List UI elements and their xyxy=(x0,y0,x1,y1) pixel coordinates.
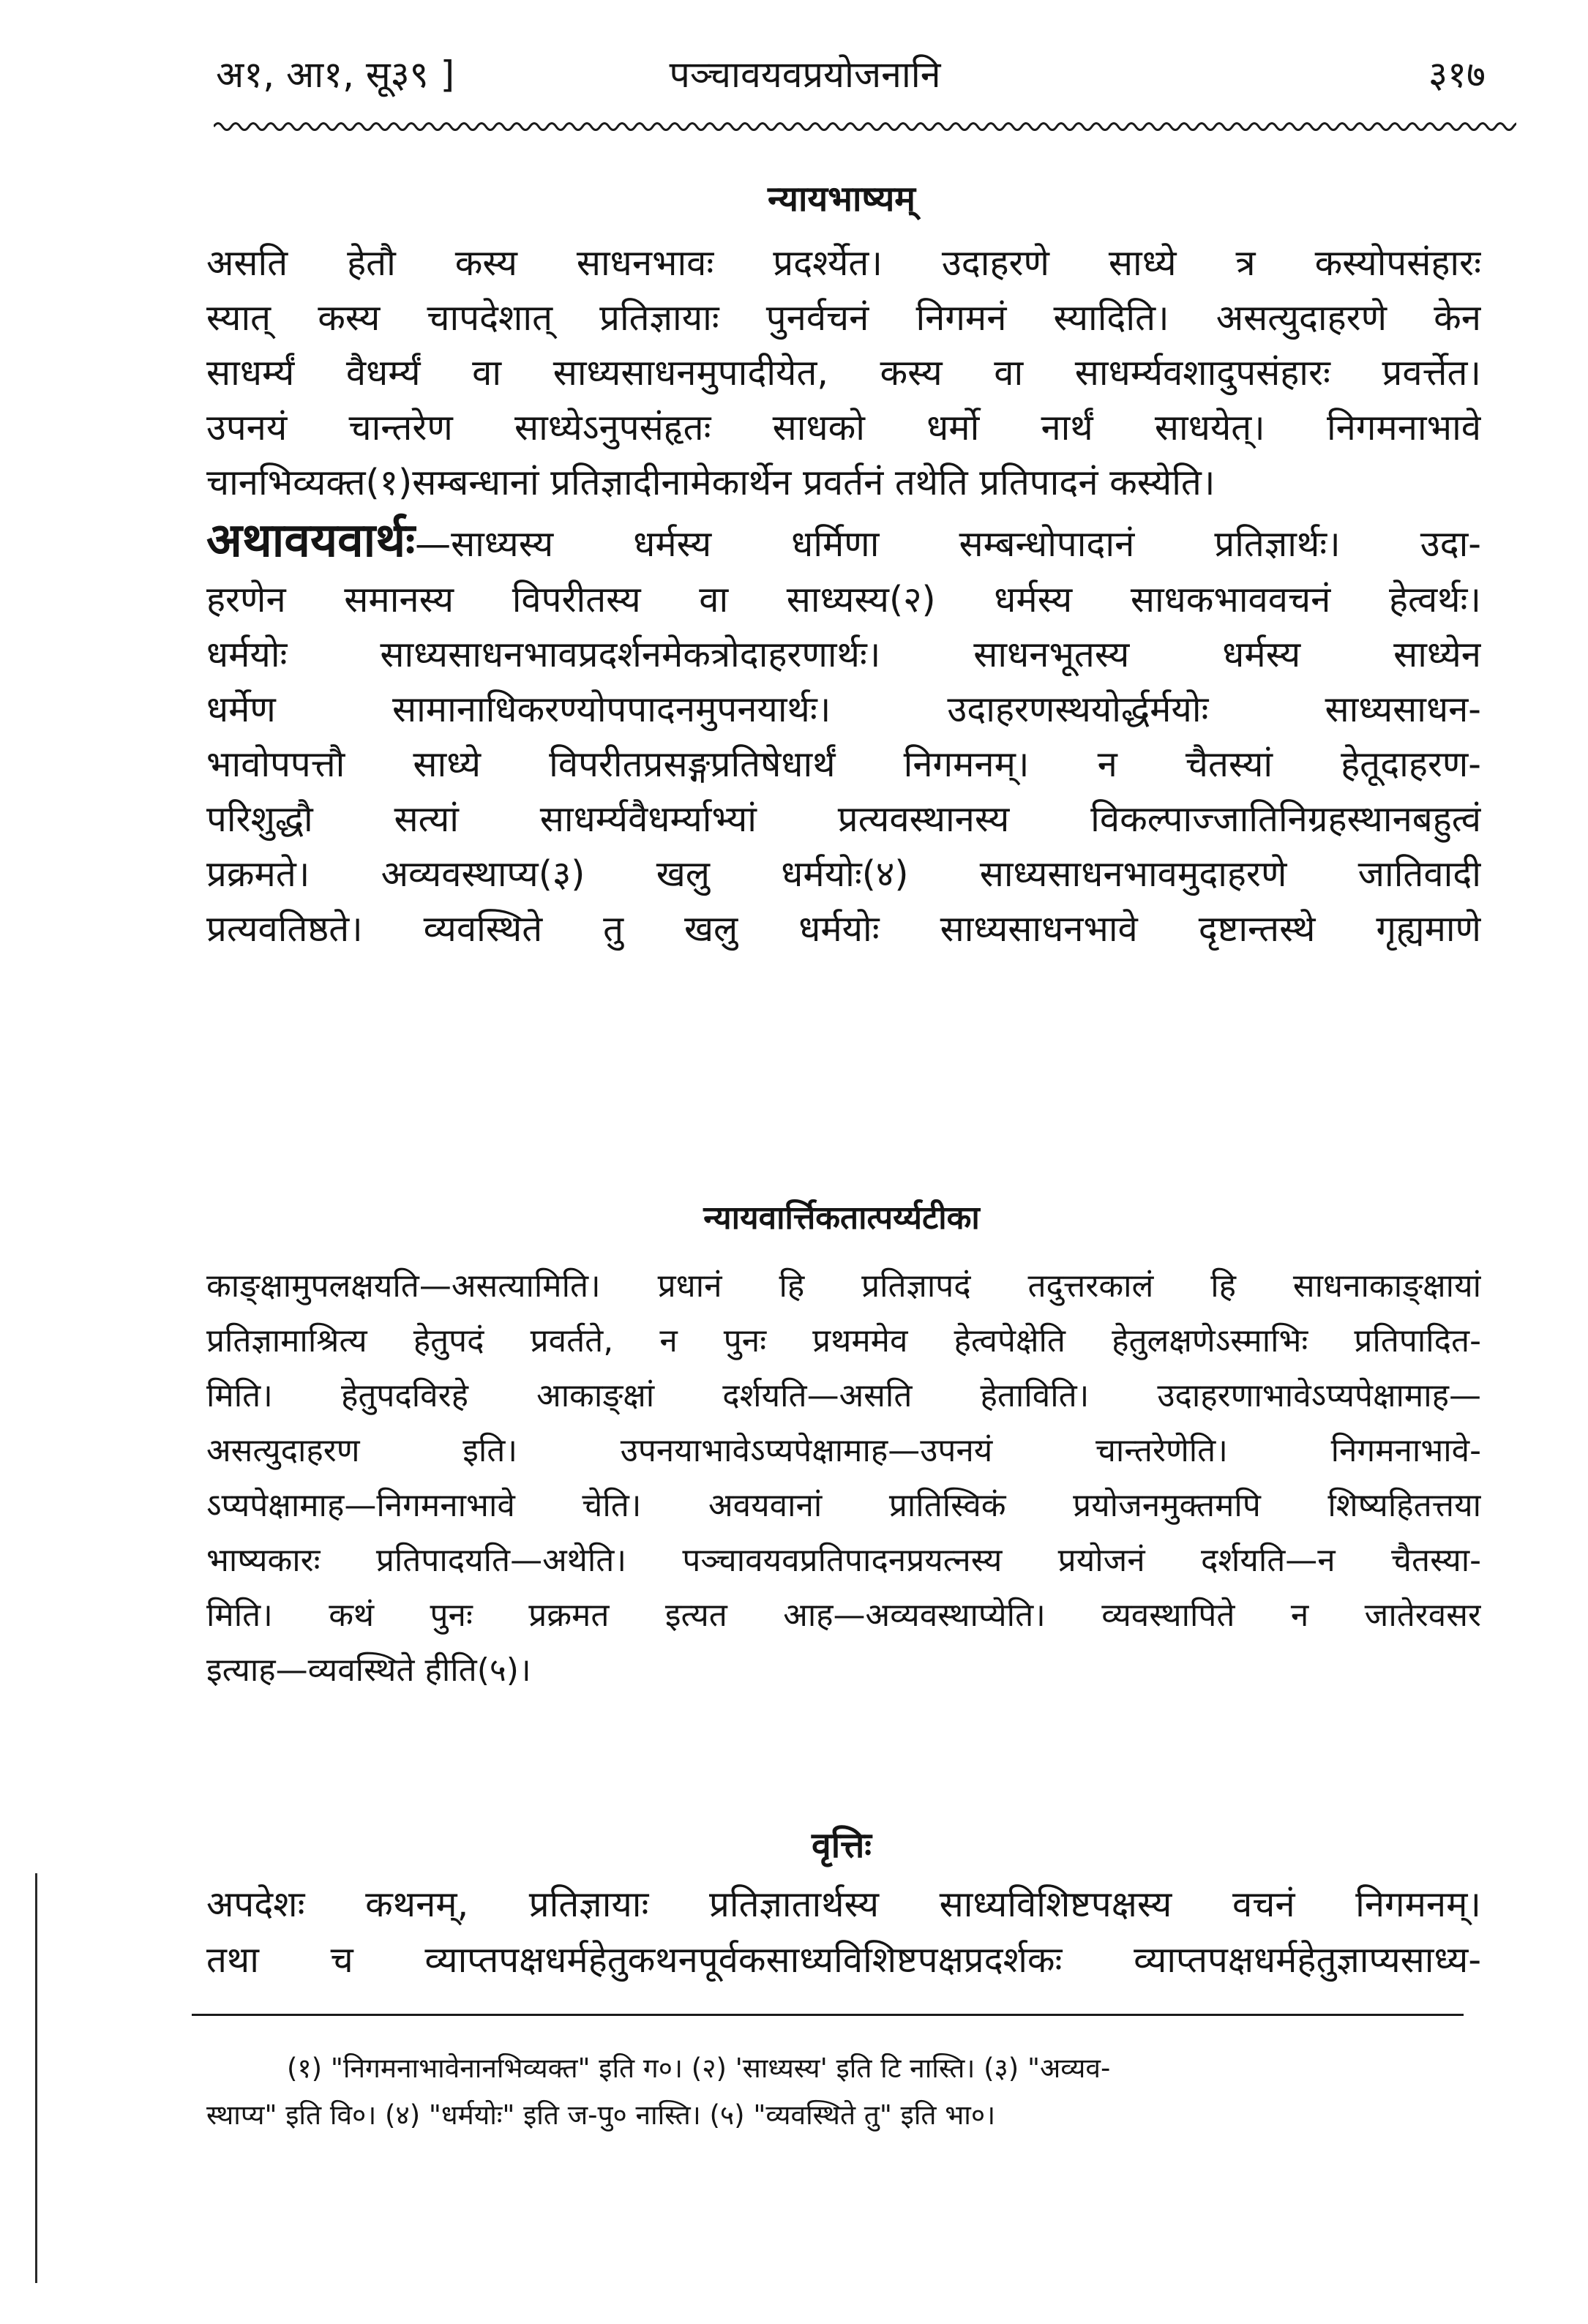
tika-line: मिति। हेतुपदविरहे आकाङ्क्षां दर्शयति—असति हेताविति। उदाहरणाभावेऽप्यपेक्षामाह— xyxy=(206,1377,1481,1414)
avayava-line: प्रक्रमते। अव्यवस्थाप्य(३) खलु धर्मयोः(४) साध्यसाधनभावमुदाहरणे जातिवादी xyxy=(206,853,1481,895)
running-header-reference: अ१, आ१, सू३९ ] xyxy=(216,53,455,96)
avayava-line: धर्मेण सामानाधिकरण्योपपादनमुपनयार्थः। उदाहरणस्थयोर्द्धर्मयोः साध्यसाधन- xyxy=(206,689,1481,730)
avayava-text: —साध्यस्य धर्मस्य धर्मिणा सम्बन्धोपादानं प्रतिज्ञार्थः। उदा- xyxy=(415,523,1481,565)
avayava-label: अथावयवार्थः xyxy=(206,514,416,568)
tika-line: असत्युदाहरण इति। उपनयाभावेऽप्यपेक्षामाह—उपनयं चान्तरेणेति। निगमनाभावे- xyxy=(206,1432,1481,1469)
binding-margin-line xyxy=(35,1873,37,2283)
tika-line: काङ्क्षामुपलक्षयति—असत्यामिति। प्रधानं हि प्रतिज्ञापदं तदुत्तरकालं हि साधनाकाङ्क्षायां xyxy=(206,1267,1481,1305)
bhashya-line: साधर्म्यं वैधर्म्यं वा साध्यसाधनमुपादीयेत, कस्य वा साधर्म्यवशादुपसंहारः प्रवर्त्तेत। xyxy=(206,352,1481,394)
footnotes xyxy=(206,2045,1480,2139)
bhashya-line: असति हेतौ कस्य साधनभावः प्रदर्श्येत। उदाहरणे साध्ये त्र कस्योपसंहारः xyxy=(206,242,1481,284)
tika-heading: न्यायवार्त्तिकतात्पर्य्यटीका xyxy=(703,1199,980,1237)
avayava-line: धर्मयोः साध्यसाधनभावप्रदर्शनमेकत्रोदाहरणार्थः। साधनभूतस्य धर्मस्य साध्येन xyxy=(206,634,1481,675)
footnote-line: (१) "निगमनाभावेनानभिव्यक्त" इति ग०। (२) 'साध्यस्य' इति टि नास्ति। (३) "अव्यव- xyxy=(287,2053,1111,2084)
tika-line: ऽप्यपेक्षामाह—निगमनाभावे चेति। अवयवानां प्रातिस्विकं प्रयोजनमुक्तमपि शिष्यहितत्तया xyxy=(206,1487,1481,1524)
tika-line: मिति। कथं पुनः प्रक्रमत इत्यत आह—अव्यवस्थाप्येति। व्यवस्थापिते न जातेरवसर xyxy=(206,1597,1481,1634)
tika-line: इत्याह—व्यवस्थिते हीति(५)। xyxy=(206,1652,531,1689)
footnote-rule xyxy=(192,2014,1464,2016)
bhashya-text-block xyxy=(206,236,1481,956)
avayava-line: प्रत्यवतिष्ठते। व्यवस्थिते तु खलु धर्मयोः साध्यसाधनभावे दृष्टान्तस्थे गृह्यमाणे xyxy=(206,908,1481,950)
avayava-line: परिशुद्धौ सत्यां साधर्म्यवैधर्म्याभ्यां प्रत्यवस्थानस्य विकल्पाज्जातिनिग्रहस्थानबहुत्वं xyxy=(206,798,1481,840)
header-wavy-rule xyxy=(214,119,1516,135)
bhashya-line: स्यात् कस्य चापदेशात् प्रतिज्ञायाः पुनर्वचनं निगमनं स्यादिति। असत्युदाहरणे केन xyxy=(206,297,1481,339)
avayava-line xyxy=(206,510,1481,572)
tika-text-block xyxy=(206,1259,1481,1698)
vritti-heading: वृत्तिः xyxy=(812,1825,872,1866)
tika-line: भाष्यकारः प्रतिपादयति—अथेति। पञ्चावयवप्रतिपादनप्रयत्नस्य प्रयोजनं दर्शयति—न चैतस्या- xyxy=(206,1542,1481,1579)
avayava-line: भावोपपत्तौ साध्ये विपरीतप्रसङ्गप्रतिषेधार्थं निगमनम्। न चैतस्यां हेतूदाहरण- xyxy=(206,743,1481,785)
vritti-line: अपदेशः कथनम्, प्रतिज्ञायाः प्रतिज्ञातार्थस्य साध्यविशिष्टपक्षस्य वचनं निगमनम्। xyxy=(206,1883,1481,1925)
running-header-title: पञ्चावयवप्रयोजनानि xyxy=(669,53,941,96)
bhashya-line: चानभिव्यक्त(१)सम्बन्धानां प्रतिज्ञादीनामेकार्थेन प्रवर्तनं तथेति प्रतिपादनं कस्येति। xyxy=(206,462,1216,503)
footnote-line: स्थाप्य" इति वि०। (४) "धर्मयोः" इति ज-पु० नास्ति। (५) "व्यवस्थिते तु" इति भा०। xyxy=(206,2099,996,2131)
vritti-text-block xyxy=(206,1877,1481,1988)
bhashya-line: उपनयं चान्तरेण साध्येऽनुपसंहृतः साधको धर्मो नार्थं साधयेत्। निगमनाभावे xyxy=(206,407,1481,449)
avayava-line: हरणेन समानस्य विपरीतस्य वा साध्यस्य(२) धर्मस्य साधकभाववचनं हेत्वर्थः। xyxy=(206,579,1481,621)
tika-line: प्रतिज्ञामाश्रित्य हेतुपदं प्रवर्तते, न पुनः प्रथममेव हेत्वपेक्षेति हेतुलक्षणेऽस्माभिः प्रतिपादित- xyxy=(206,1322,1481,1360)
page-number: ३१७ xyxy=(1428,53,1486,96)
vritti-line: तथा च व्याप्तपक्षधर्महेतुकथनपूर्वकसाध्यविशिष्टपक्षप्रदर्शकः व्याप्तपक्षधर्महेतुज्ञाप्यसाध्य- xyxy=(206,1939,1481,1981)
bhashya-heading: न्यायभाष्यम् xyxy=(767,179,916,220)
